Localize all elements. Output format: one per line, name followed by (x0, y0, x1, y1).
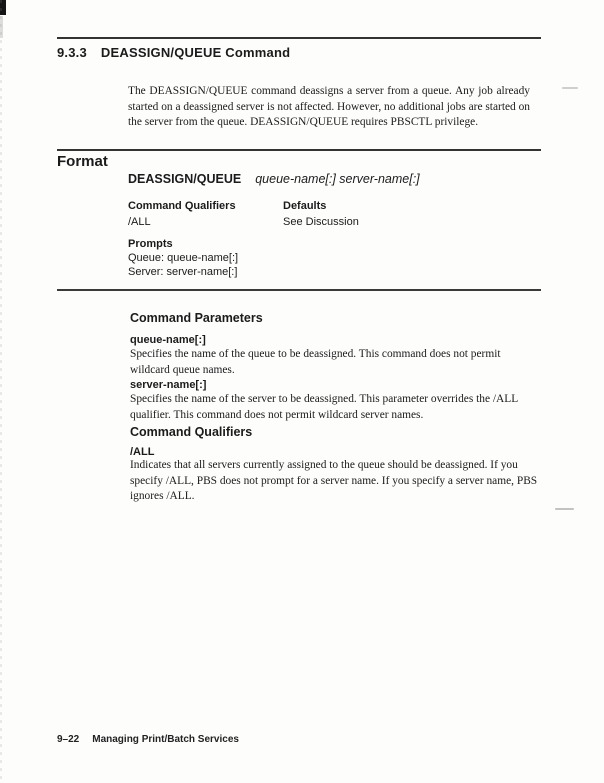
section-number: 9.3.3 (57, 45, 87, 60)
section-title: DEASSIGN/QUEUE Command (100, 45, 291, 60)
scan-artifact-edge-noise (0, 0, 2, 783)
command-arguments: queue-name[:] server-name[:] (255, 172, 420, 186)
qualifier-description-all: Indicates that all servers currently assigned to the queue should be deassigned. If you specify /ALL, PBS does not prompt for a server name. If you specify a server name, PBS ignores /ALL. (130, 459, 538, 503)
parameter-name-server: server-name[:] (130, 379, 207, 391)
prompt-server: Server: server-name[:] (128, 266, 238, 278)
command-syntax (128, 172, 420, 186)
default-value: See Discussion (283, 216, 359, 228)
prompts-heading: Prompts (128, 238, 173, 250)
qualifier-value: /ALL (128, 216, 151, 228)
format-divider-rule (57, 149, 541, 151)
defaults-column-header: Defaults (283, 200, 327, 212)
scan-artifact-margin-dash (562, 87, 578, 89)
command-qualifiers-heading: Command Qualifiers (130, 425, 253, 439)
qualifier-name-all: /ALL (130, 446, 155, 458)
prompt-queue: Queue: queue-name[:] (128, 252, 239, 264)
section-divider-rule (57, 37, 541, 39)
scan-artifact-margin-dash (555, 508, 574, 510)
footer-book-title: Managing Print/Batch Services (92, 734, 239, 745)
parameter-name-queue: queue-name[:] (130, 334, 206, 346)
command-qualifiers-column-header: Command Qualifiers (128, 200, 236, 212)
command-parameters-heading: Command Parameters (130, 311, 263, 325)
section-heading (57, 45, 290, 60)
intro-paragraph: The DEASSIGN/QUEUE command deassigns a server from a queue. Any job already started on a deassigned server is not affected. However, no additional jobs are started on the server from the queue. DEASSIGN/QUEUE requires PBSCTL privilege. (128, 85, 530, 129)
parameter-description-server: Specifies the name of the server to be deassigned. This parameter overrides the /ALL qualifier. This command does not permit wildcard server names. (130, 393, 518, 421)
page-footer (57, 734, 239, 745)
command-name: DEASSIGN/QUEUE (128, 172, 242, 186)
footer-page-number: 9–22 (57, 734, 80, 745)
parameter-description-queue: Specifies the name of the queue to be deassigned. This command does not permit wildcard queue names. (130, 348, 501, 376)
format-heading: Format (57, 153, 108, 170)
body-divider-rule (57, 289, 541, 291)
